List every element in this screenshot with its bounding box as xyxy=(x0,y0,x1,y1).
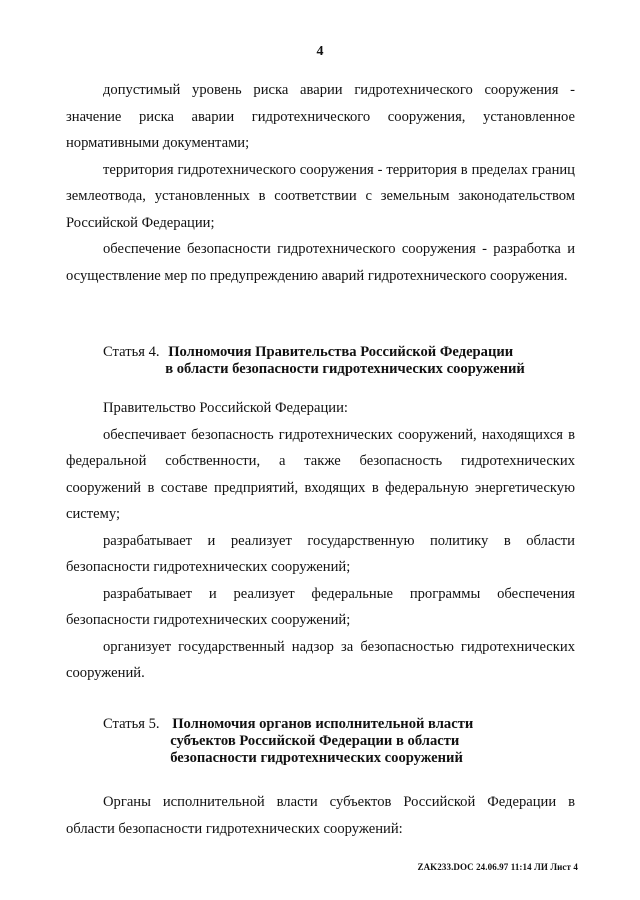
article-title-line: субъектов Российской Федерации в области xyxy=(170,733,460,749)
article-title-line: Полномочия органов исполнительной власти xyxy=(172,716,474,732)
article-title-line: в области безопасности гидротехнических сооружений xyxy=(165,361,525,377)
document-footer: ZAK233.DOC 24.06.97 11:14 ЛИ Лист 4 xyxy=(417,862,578,872)
article-title xyxy=(165,344,525,378)
article-intro: Правительство Российской Федерации: xyxy=(103,400,348,416)
article-item: разрабатывает и реализует федеральные программы обеспечения безопасности гидротехнических сооружений; xyxy=(66,585,575,628)
definitions-block xyxy=(66,77,575,289)
article-4-body xyxy=(66,395,575,687)
definition-paragraph: территория гидротехнического сооружения - территория в пределах границ землеотвода, установленных в соответствии с земельным законодательством Российской Федерации; xyxy=(66,161,575,231)
page-number: 4 xyxy=(316,44,324,59)
definition-paragraph: допустимый уровень риска аварии гидротехнического сооружения - значение риска аварии гидротехнического сооружения, установленное нормативными документами; xyxy=(66,82,575,151)
article-intro: Органы исполнительной власти субъектов Российской Федерации в области безопасности гидротехнических сооружений: xyxy=(66,794,575,837)
article-4-heading xyxy=(103,344,525,378)
article-title-line: безопасности гидротехнических сооружений xyxy=(170,750,463,766)
article-item: обеспечивает безопасность гидротехнических сооружений, находящихся в федеральной собственности, а также безопасность гидротехнических сооружений в составе предприятий, входящих в федеральную энергетическую систему; xyxy=(66,426,575,522)
article-item: разрабатывает и реализует государственную политику в области безопасности гидротехнических сооружений; xyxy=(66,532,575,575)
definition-paragraph: обеспечение безопасности гидротехнического сооружения - разработка и осуществление мер по предупреждению аварий гидротехнического сооружения. xyxy=(66,241,575,284)
article-title xyxy=(172,716,473,767)
article-title-line: Полномочия Правительства Российской Федерации xyxy=(168,344,514,360)
article-5-heading xyxy=(103,716,473,767)
article-5-body xyxy=(66,789,575,842)
article-label: Статья 5. xyxy=(103,716,160,732)
article-item: организует государственный надзор за безопасностью гидротехнических сооружений. xyxy=(66,638,575,681)
article-label: Статья 4. xyxy=(103,344,160,360)
